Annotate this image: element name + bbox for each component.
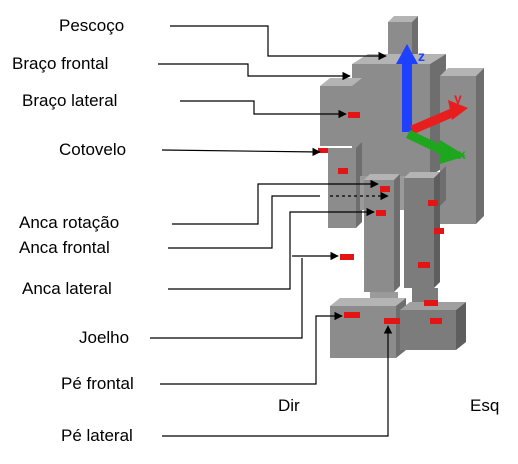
- label-braco-frontal: Braço frontal: [12, 54, 109, 73]
- label-pe-frontal: Pé frontal: [61, 374, 134, 393]
- label-side-right: Dir: [278, 396, 300, 415]
- axis-z-label: z: [418, 48, 425, 64]
- label-anca-lateral: Anca lateral: [22, 279, 112, 298]
- label-cotovelo: Cotovelo: [59, 140, 127, 159]
- axis-y-label: y: [454, 90, 462, 106]
- label-side-left: Esq: [470, 396, 500, 415]
- label-pe-lateral: Pé lateral: [61, 426, 133, 445]
- label-anca-rotacao: Anca rotação: [19, 213, 120, 232]
- label-pescoco: Pescoço: [59, 16, 125, 35]
- label-braco-lateral: Braço lateral: [22, 91, 118, 110]
- label-anca-frontal: Anca frontal: [19, 238, 110, 257]
- label-joelho: Joelho: [79, 328, 130, 347]
- axis-x-label: x: [458, 146, 466, 162]
